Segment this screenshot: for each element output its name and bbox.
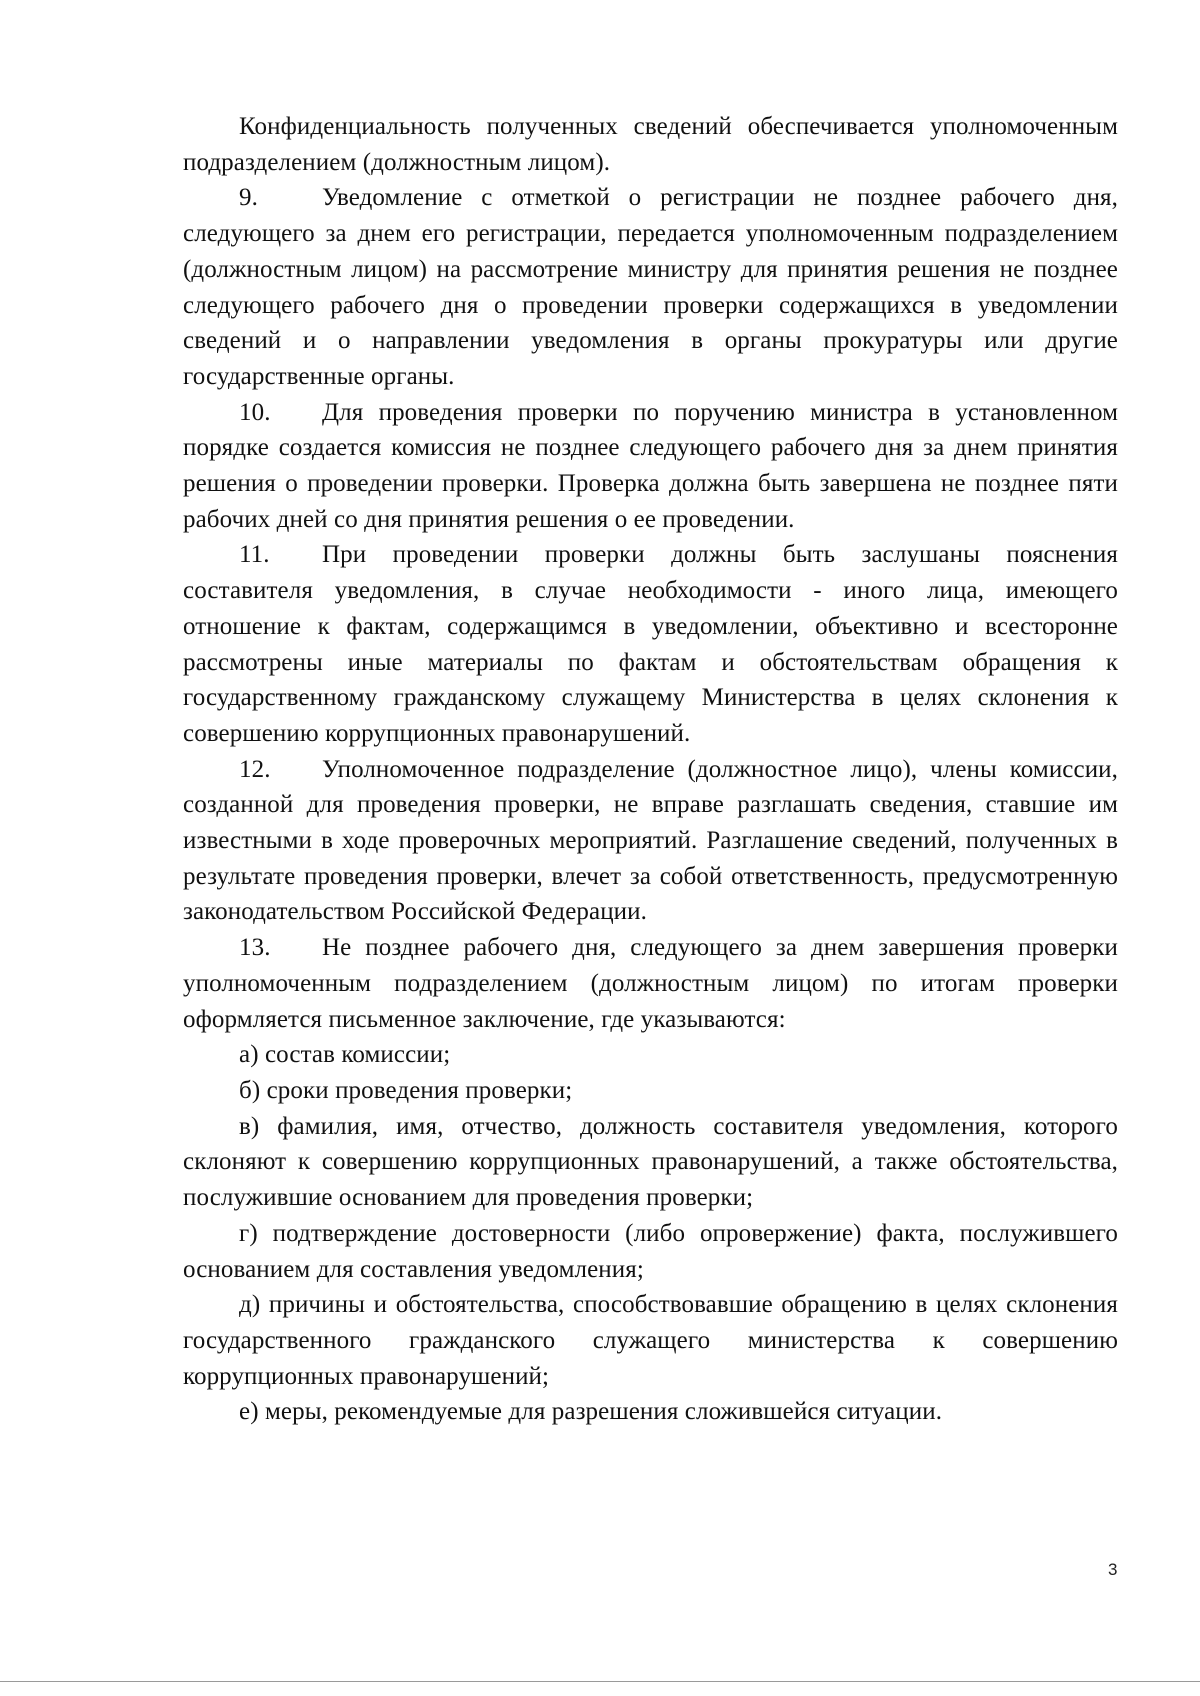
page-bottom-divider <box>0 1681 1200 1682</box>
list-item-e: е) меры, рекомендуемые для разрешения сложившейся ситуации. <box>239 1398 943 1426</box>
paragraph-confidentiality: Конфиденциальность полученных сведений обеспечивается уполномоченным подразделением (должностным лицом). <box>183 113 1118 176</box>
list-item-a: а) состав комиссии; <box>239 1041 451 1069</box>
list-item-d: д) причины и обстоятельства, способствовавшие обращению в целях склонения государственного гражданского служащего министерства к совершению коррупционных правонарушений; <box>183 1291 1118 1390</box>
list-item-g: г) подтверждение достоверности (либо опровержение) факта, послужившего основанием для составления уведомления; <box>183 1219 1118 1283</box>
paragraph-number: 11. <box>239 541 270 569</box>
paragraph-number: 9. <box>239 184 258 212</box>
paragraph-13: 13. Не позднее рабочего дня, следующего за днем завершения проверки уполномоченным подразделением (должностным лицом) по итогам проверки оформляется письменное заключение, где указываются: <box>183 930 1118 1037</box>
paragraph-number: 12. <box>239 755 271 783</box>
page-number: 3 <box>1108 1560 1118 1579</box>
paragraph-10: 10. Для проведения проверки по поручению министра в установленном порядке создается комиссия не позднее следующего рабочего дня за днем принятия решения о проведении проверки. Проверка должна быть завершена не позднее пяти рабочих дней со дня принятия решения о ее проведении. <box>183 395 1118 538</box>
paragraph-number: 10. <box>239 398 271 426</box>
paragraph-9: 9. Уведомление с отметкой о регистрации не позднее рабочего дня, следующего за днем его регистрации, передается уполномоченным подразделением (должностным лицом) на рассмотрение министру для принятия решения не позднее следующего рабочего дня о проведении проверки содержащихся в уведомлении сведений и о направлении уведомления в органы прокуратуры или другие государственные органы. <box>183 180 1118 394</box>
paragraph-12: 12. Уполномоченное подразделение (должностное лицо), члены комиссии, созданной для проведения проверки, не вправе разглашать сведения, ставшие им известными в ходе проверочных мероприятий. Разглашение сведений, полученных в результате проведения проверки, влечет за собой ответственность, предусмотренную законодательством Российской Федерации. <box>183 752 1118 931</box>
list-item-v: в) фамилия, имя, отчество, должность составителя уведомления, которого склоняют к совершению коррупционных правонарушений, а также обстоятельства, послужившие основанием для проведения проверки; <box>183 1112 1118 1212</box>
paragraph-11: 11. При проведении проверки должны быть заслушаны пояснения составителя уведомления, в случае необходимости - иного лица, имеющего отношение к фактам, содержащимся в уведомлении, объективно и всесторонне рассмотрены иные материалы по фактам и обстоятельствам обращения к государственному гражданскому служащему Министерства в целях склонения к совершению коррупционных правонарушений. <box>183 537 1118 751</box>
list-item-b: б) сроки проведения проверки; <box>239 1076 573 1104</box>
paragraph-number: 13. <box>239 934 271 962</box>
document-body <box>183 109 1118 1430</box>
